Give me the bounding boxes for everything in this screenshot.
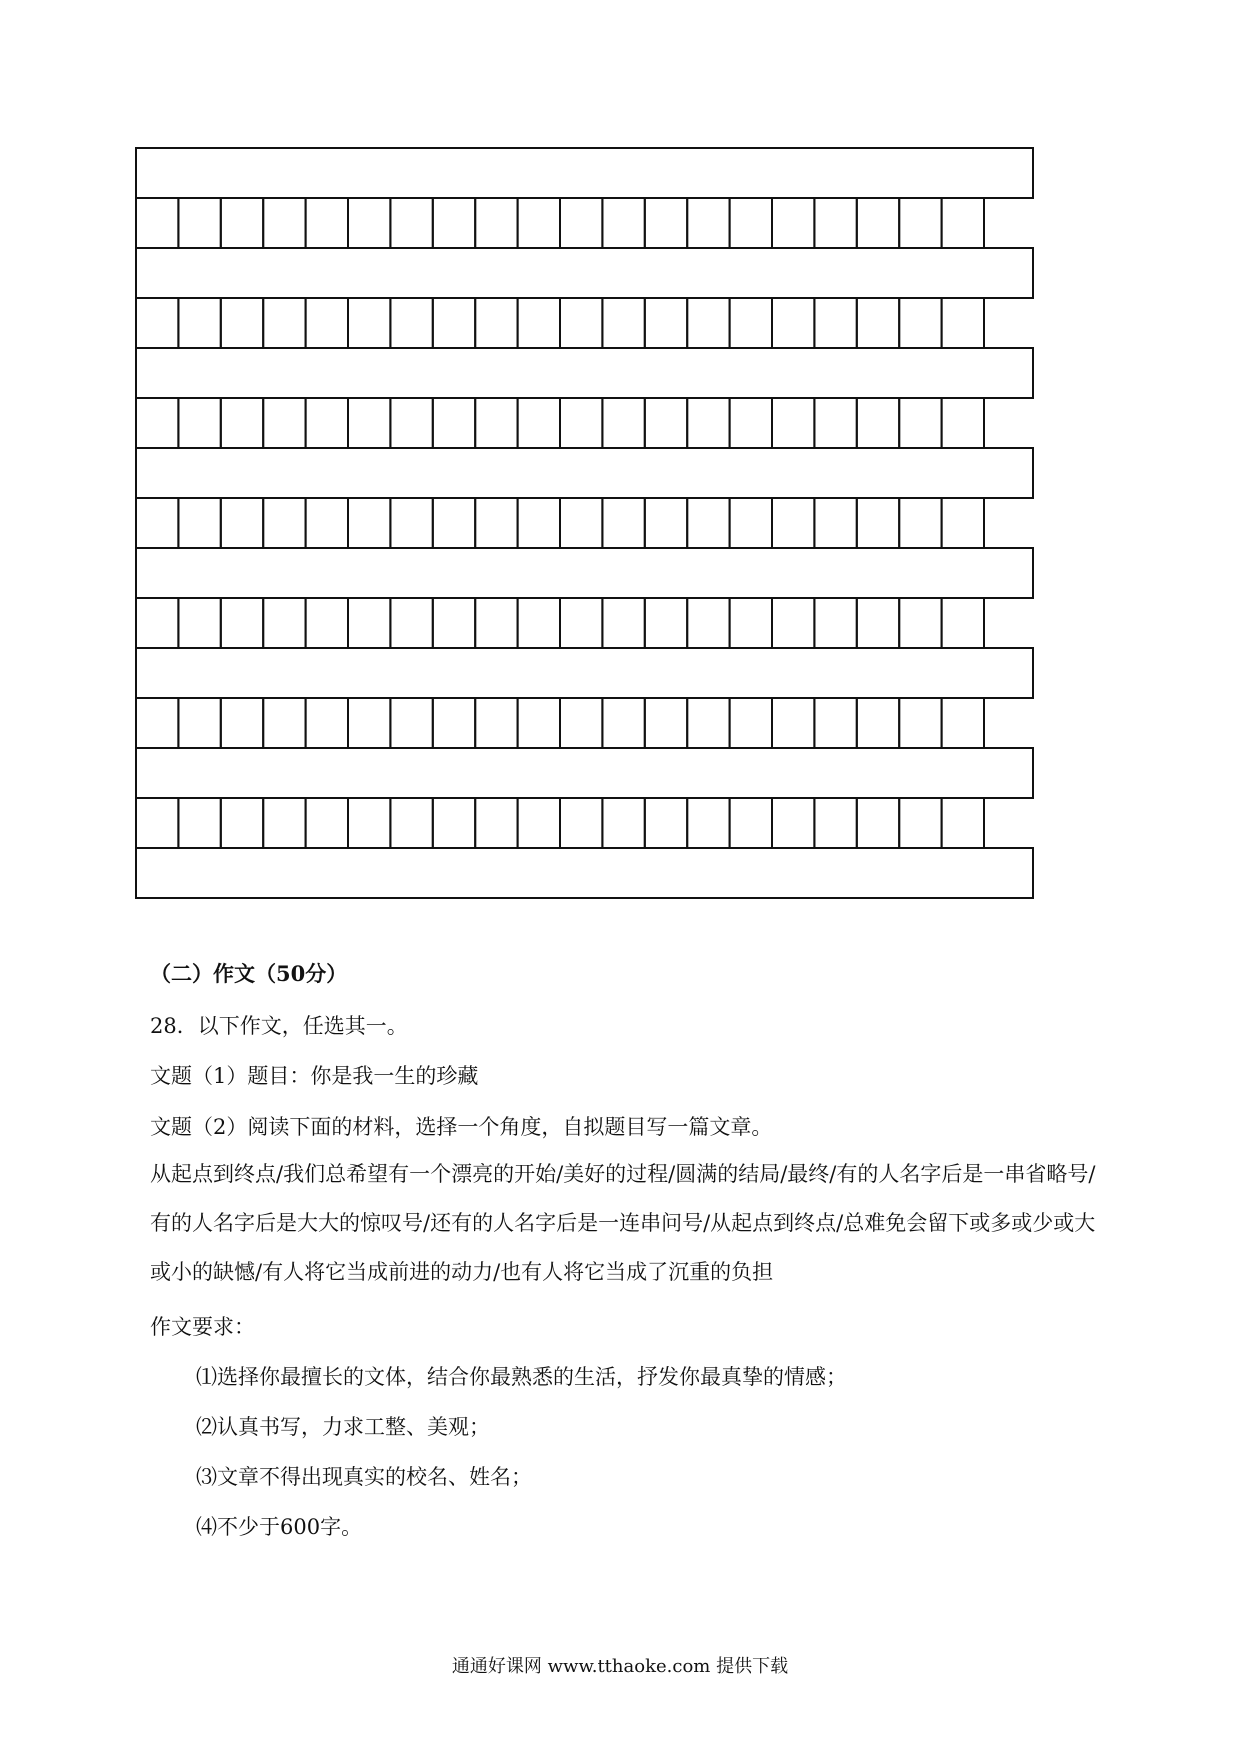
grid-cell (687, 498, 729, 548)
grid-cell (772, 598, 814, 648)
grid-cell (348, 798, 390, 848)
grid-cell (730, 798, 772, 848)
grid-cell (730, 698, 772, 748)
grid-cell (390, 298, 432, 348)
grid-cell (942, 798, 984, 848)
grid-cell (602, 198, 644, 248)
requirement-2: ⑵认真书写，力求工整、美观； (196, 1415, 490, 1439)
grid-cell (306, 798, 348, 848)
grid-cell (772, 298, 814, 348)
grid-cell (348, 498, 390, 548)
grid-cell (560, 798, 602, 848)
grid-cell (814, 298, 856, 348)
grid-cell (136, 798, 178, 848)
grid-cell (348, 298, 390, 348)
grid-cell (645, 198, 687, 248)
grid-cell (730, 198, 772, 248)
requirement-3: ⑶文章不得出现真实的校名、姓名； (196, 1465, 532, 1489)
grid-cell (178, 598, 220, 648)
grid-cell (899, 298, 941, 348)
grid-cell (857, 598, 899, 648)
grid-strip (136, 848, 1033, 898)
footer-credit: 通通好课网 www.tthaoke.com 提供下载 (451, 1656, 789, 1677)
grid-cell (306, 298, 348, 348)
grid-cell (687, 198, 729, 248)
grid-cell (814, 498, 856, 548)
requirements-title: 作文要求： (150, 1315, 255, 1339)
grid-strip (136, 148, 1033, 198)
grid-cell (433, 598, 475, 648)
grid-cell (645, 498, 687, 548)
grid-cell (942, 698, 984, 748)
grid-cell (518, 298, 560, 348)
grid-cell (814, 598, 856, 648)
grid-cell (221, 698, 263, 748)
grid-cell (772, 398, 814, 448)
grid-cell (433, 498, 475, 548)
grid-cell (560, 198, 602, 248)
grid-strip (136, 248, 1033, 298)
grid-cell (518, 598, 560, 648)
grid-cell (136, 398, 178, 448)
grid-cell (263, 398, 305, 448)
grid-cell (857, 798, 899, 848)
grid-cell (687, 698, 729, 748)
grid-cell (475, 498, 517, 548)
grid-cell (263, 698, 305, 748)
grid-cell (560, 598, 602, 648)
grid-cell (602, 398, 644, 448)
question-line: 28．以下作文，任选其一。 (150, 1014, 408, 1038)
grid-cell (814, 698, 856, 748)
grid-cell (814, 798, 856, 848)
grid-cell (857, 298, 899, 348)
grid-cell (348, 598, 390, 648)
grid-cell (475, 698, 517, 748)
grid-cell (814, 198, 856, 248)
grid-cell (263, 498, 305, 548)
grid-cell (899, 598, 941, 648)
topic-2: 文题（2）阅读下面的材料，选择一个角度，自拟题目写一篇文章。 (150, 1115, 773, 1139)
grid-cell (687, 298, 729, 348)
grid-cell (433, 798, 475, 848)
grid-cell (687, 598, 729, 648)
grid-cell (475, 798, 517, 848)
grid-cell (306, 198, 348, 248)
material-text: 从起点到终点/我们总希望有一个漂亮的开始/美好的过程/圆满的结局/最终/有的人名字后是一串省略号/有的人名字后是大大的惊叹号/还有的人名字后是一连串问号/从起点到终点/总难免会留下或多或少或大或小的缺憾/有人将它当成前进的动力/也有人将它当成了沉重的负担 (150, 1162, 1096, 1284)
grid-cell (899, 498, 941, 548)
grid-cell (263, 298, 305, 348)
grid-cell (518, 398, 560, 448)
grid-cell (390, 798, 432, 848)
grid-cell (178, 198, 220, 248)
grid-cell (263, 198, 305, 248)
grid-cell (221, 498, 263, 548)
grid-strip (136, 348, 1033, 398)
grid-cell (306, 498, 348, 548)
grid-strip (136, 648, 1033, 698)
grid-cell (136, 598, 178, 648)
grid-cell (178, 398, 220, 448)
grid-cell (645, 598, 687, 648)
grid-cell (730, 498, 772, 548)
grid-cell (602, 298, 644, 348)
grid-cell (178, 498, 220, 548)
grid-cell (136, 698, 178, 748)
grid-cell (433, 398, 475, 448)
grid-cell (136, 198, 178, 248)
grid-cell (390, 698, 432, 748)
grid-cell (899, 798, 941, 848)
grid-cell (772, 498, 814, 548)
grid-cell (602, 598, 644, 648)
grid-cell (518, 198, 560, 248)
grid-cell (390, 598, 432, 648)
grid-cell (772, 798, 814, 848)
grid-strip (136, 748, 1033, 798)
requirement-4: ⑷不少于600字。 (196, 1515, 363, 1539)
grid-cell (602, 798, 644, 848)
grid-cell (306, 698, 348, 748)
grid-cell (942, 198, 984, 248)
grid-cell (730, 298, 772, 348)
grid-cell (518, 798, 560, 848)
grid-cell (433, 298, 475, 348)
grid-cell (687, 798, 729, 848)
grid-cell (645, 398, 687, 448)
grid-cell (475, 198, 517, 248)
grid-cell (178, 798, 220, 848)
grid-cell (306, 398, 348, 448)
grid-cell (730, 398, 772, 448)
grid-cell (433, 698, 475, 748)
grid-cell (263, 798, 305, 848)
grid-cell (518, 698, 560, 748)
grid-cell (645, 798, 687, 848)
grid-cell (560, 298, 602, 348)
grid-cell (475, 398, 517, 448)
grid-strip (136, 448, 1033, 498)
grid-cell (942, 498, 984, 548)
grid-cell (942, 398, 984, 448)
grid-cell (221, 298, 263, 348)
grid-cell (390, 198, 432, 248)
grid-cell (857, 698, 899, 748)
grid-cell (348, 398, 390, 448)
grid-cell (221, 398, 263, 448)
grid-cell (136, 298, 178, 348)
grid-cell (857, 198, 899, 248)
grid-cell (645, 698, 687, 748)
grid-cell (772, 198, 814, 248)
grid-cell (687, 398, 729, 448)
grid-cell (942, 598, 984, 648)
grid-cell (263, 598, 305, 648)
grid-cell (221, 798, 263, 848)
grid-cell (730, 598, 772, 648)
grid-cell (772, 698, 814, 748)
grid-cell (178, 298, 220, 348)
grid-strip (136, 548, 1033, 598)
grid-cell (221, 198, 263, 248)
grid-cell (390, 498, 432, 548)
grid-cell (178, 698, 220, 748)
grid-cell (518, 498, 560, 548)
grid-cell (306, 598, 348, 648)
grid-cell (602, 498, 644, 548)
grid-cell (560, 498, 602, 548)
grid-cell (560, 398, 602, 448)
requirement-1: ⑴选择你最擅长的文体，结合你最熟悉的生活，抒发你最真挚的情感； (196, 1365, 847, 1389)
grid-cell (645, 298, 687, 348)
essay-heading: （二）作文（50分） (150, 961, 348, 986)
grid-cell (857, 398, 899, 448)
grid-cell (390, 398, 432, 448)
grid-cell (475, 298, 517, 348)
grid-cell (602, 698, 644, 748)
grid-cell (560, 698, 602, 748)
grid-cell (136, 498, 178, 548)
grid-cell (857, 498, 899, 548)
grid-cell (899, 398, 941, 448)
grid-cell (221, 598, 263, 648)
grid-cell (475, 598, 517, 648)
grid-cell (899, 198, 941, 248)
grid-cell (348, 698, 390, 748)
grid-cell (899, 698, 941, 748)
grid-cell (433, 198, 475, 248)
grid-cell (348, 198, 390, 248)
grid-cell (942, 298, 984, 348)
topic-1: 文题（1）题目：你是我一生的珍藏 (150, 1064, 479, 1088)
grid-cell (814, 398, 856, 448)
